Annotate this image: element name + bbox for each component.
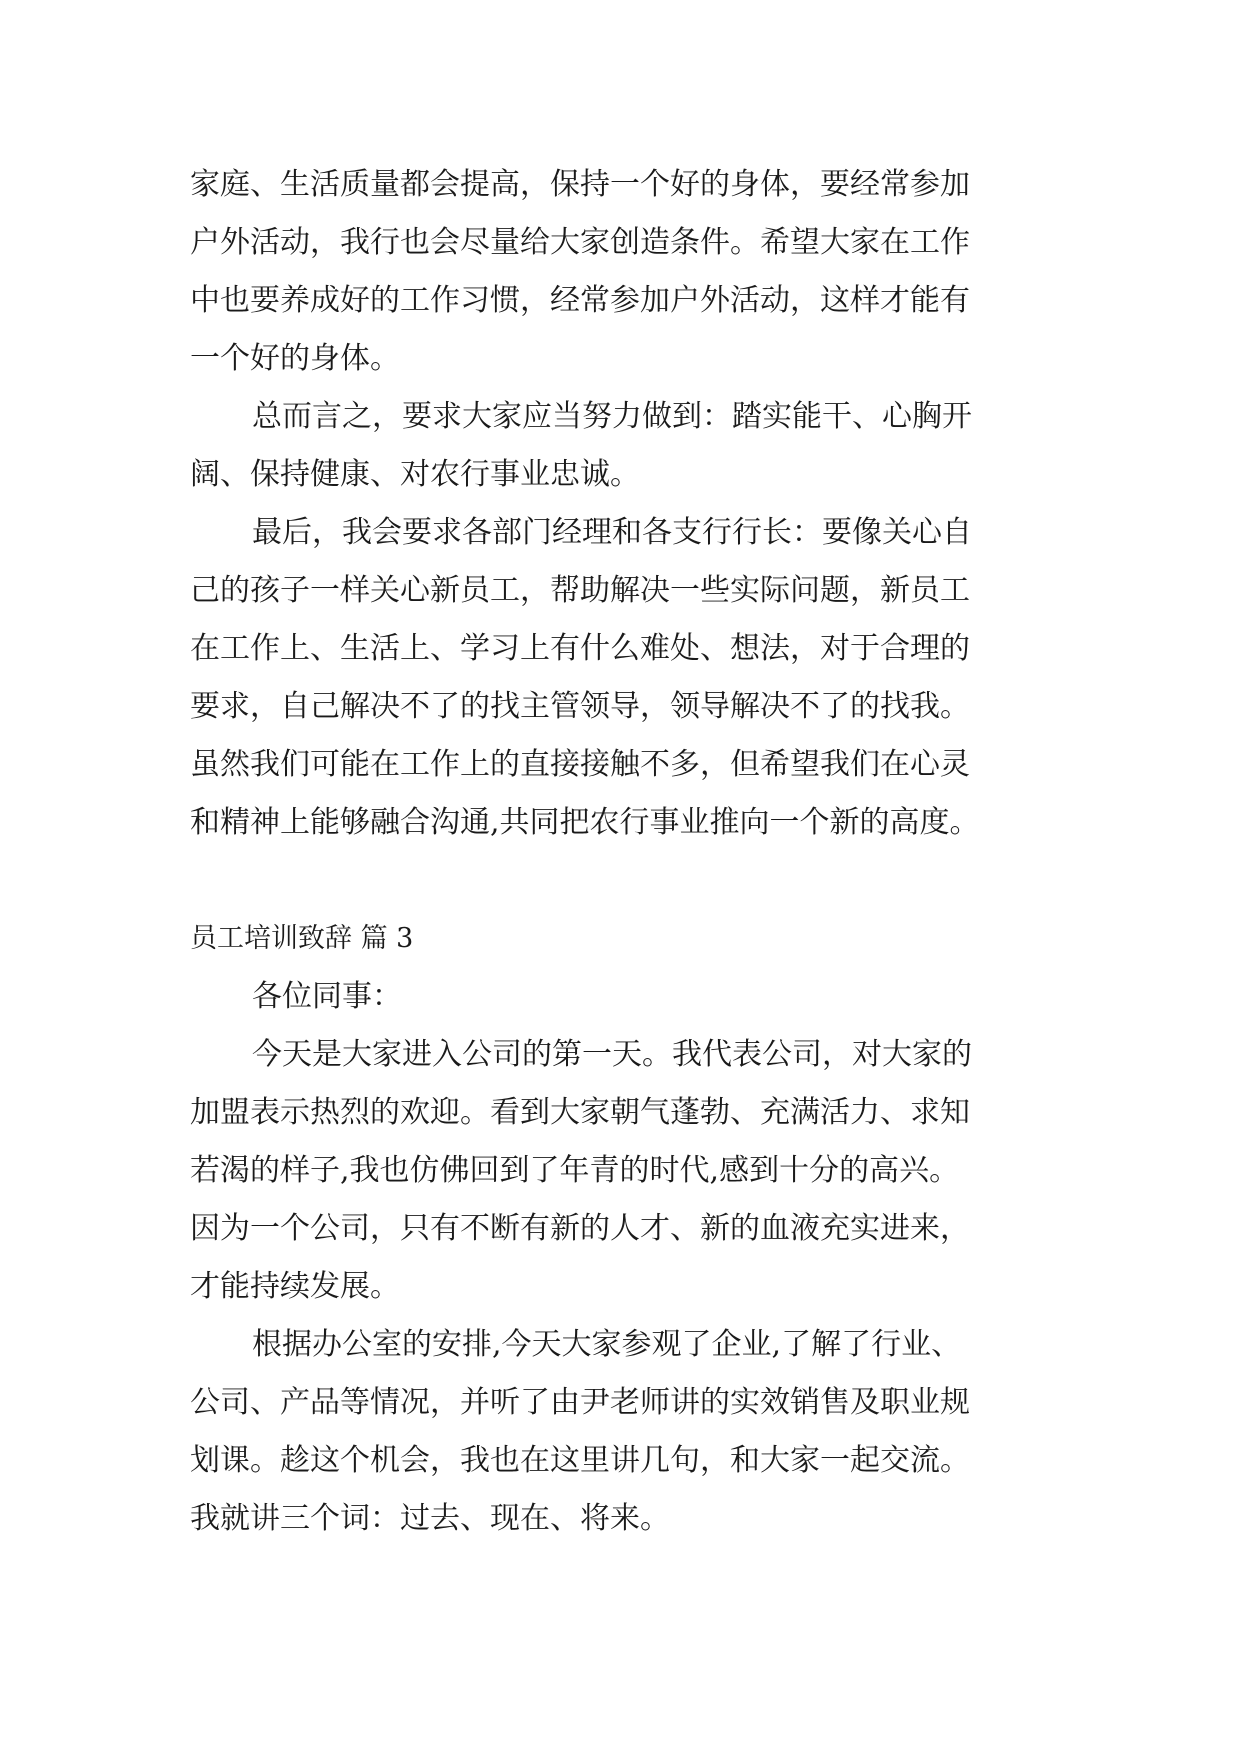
text-line: 因为一个公司，只有不断有新的人才、新的血液充实进来， <box>190 1211 970 1246</box>
text-line: 若渴的样子,我也仿佛回到了年青的时代,感到十分的高兴。 <box>190 1153 960 1188</box>
text-line: 户外活动，我行也会尽量给大家创造条件。希望大家在工作 <box>190 225 970 260</box>
text-line: 和精神上能够融合沟通,共同把农行事业推向一个新的高度。 <box>190 805 980 840</box>
text-line: 一个好的身体。 <box>190 341 400 376</box>
text-line: 公司、产品等情况，并听了由尹老师讲的实效销售及职业规 <box>190 1385 970 1420</box>
text-line: 我就讲三个词：过去、现在、将来。 <box>190 1501 670 1536</box>
greeting-line: 各位同事： <box>252 979 402 1014</box>
text-line: 在工作上、生活上、学习上有什么难处、想法，对于合理的 <box>190 631 970 666</box>
text-line: 要求，自己解决不了的找主管领导，领导解决不了的找我。 <box>190 689 970 724</box>
text-line: 加盟表示热烈的欢迎。看到大家朝气蓬勃、充满活力、求知 <box>190 1095 970 1130</box>
text-line: 最后，我会要求各部门经理和各支行行长：要像关心自 <box>252 515 972 550</box>
text-line: 总而言之，要求大家应当努力做到：踏实能干、心胸开 <box>252 399 972 434</box>
text-line: 今天是大家进入公司的第一天。我代表公司，对大家的 <box>252 1037 972 1072</box>
text-line: 虽然我们可能在工作上的直接接触不多，但希望我们在心灵 <box>190 747 970 782</box>
text-line: 才能持续发展。 <box>190 1269 400 1304</box>
text-line: 中也要养成好的工作习惯，经常参加户外活动，这样才能有 <box>190 283 970 318</box>
text-line: 家庭、生活质量都会提高，保持一个好的身体，要经常参加 <box>190 167 970 202</box>
text-line: 己的孩子一样关心新员工，帮助解决一些实际问题，新员工 <box>190 573 970 608</box>
text-line: 根据办公室的安排,今天大家参观了企业,了解了行业、 <box>252 1327 962 1362</box>
text-line: 划课。趁这个机会，我也在这里讲几句，和大家一起交流。 <box>190 1443 970 1478</box>
section-title: 员工培训致辞 篇 3 <box>190 923 414 954</box>
text-line: 阔、保持健康、对农行事业忠诚。 <box>190 457 640 492</box>
